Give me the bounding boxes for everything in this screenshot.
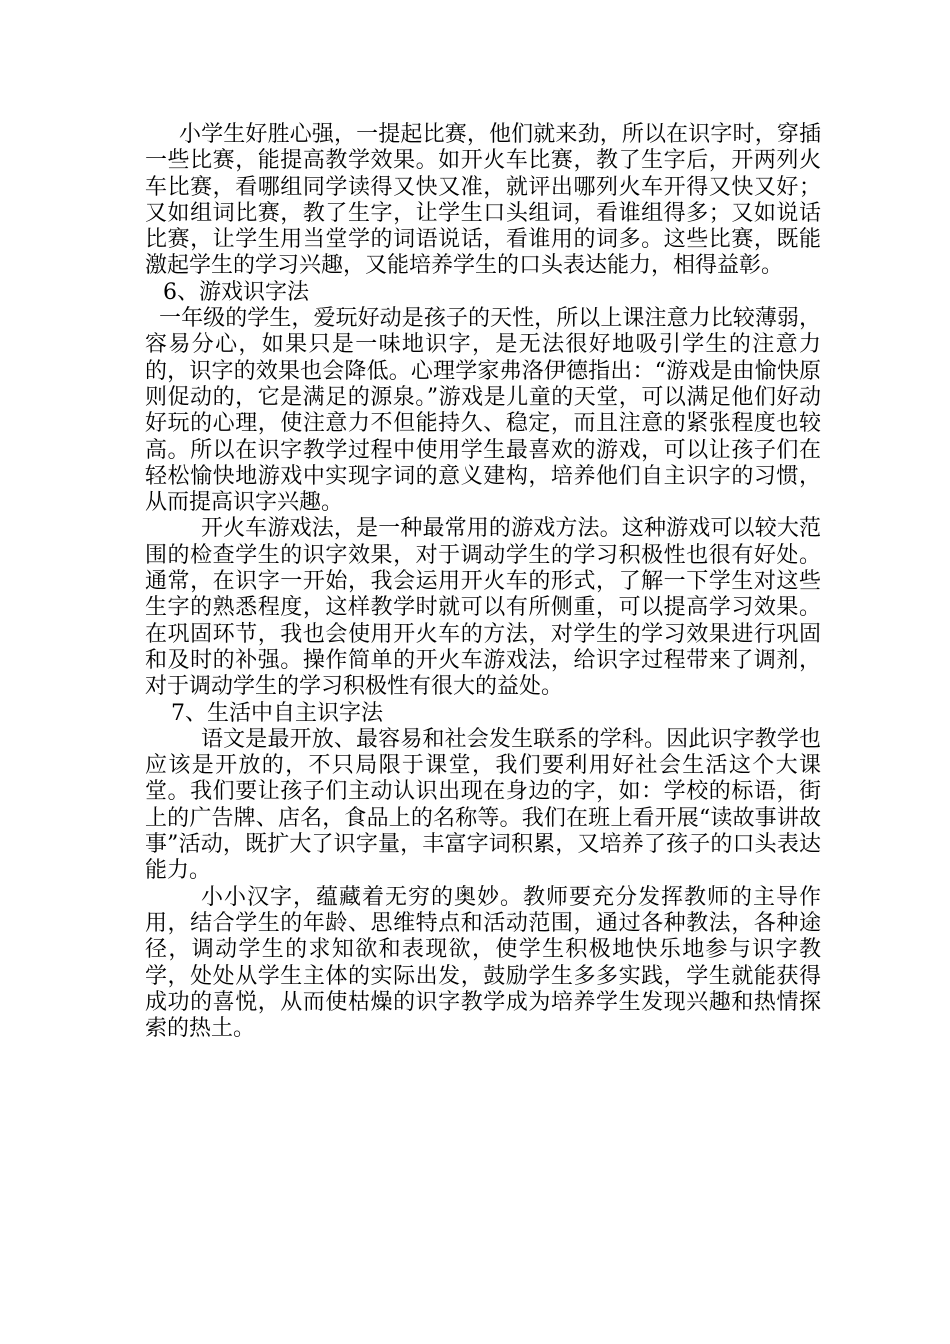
section-heading-life-literacy: 7、生活中自主识字法: [171, 700, 383, 726]
document-body: [145, 122, 821, 1042]
paragraph-game-literacy: 一年级的学生，爱玩好动是孩子的天性，所以上课注意力比较薄弱，容易分心，如果只是一味地识字，是无法很好地吸引学生的注意力的，识字的效果也会降低。心理学家弗洛伊德指出：“游戏是由愉快原则促动的，它是满足的源泉。”游戏是儿童的天堂，可以满足他们好动好玩的心理，使注意力不但能持久、稳定，而且注意的紧张程度也较高。所以在识字教学过程中使用学生最喜欢的游戏，可以让孩子们在轻松愉快地游戏中实现字词的意义建构，培养他们自主识字的习惯，从而提高识字兴趣。: [145, 306, 821, 516]
paragraph-competition-literacy: 小学生好胜心强，一提起比赛，他们就来劲，所以在识字时，穿插一些比赛，能提高教学效果。如开火车比赛，教了生字后，开两列火车比赛，看哪组同学读得又快又准，就评出哪列火车开得又快又好；又如组词比赛，教了生字，让学生口头组词，看谁组得多；又如说话比赛，让学生用当堂学的词语说话，看谁用的词多。这些比赛，既能激起学生的学习兴趣，又能培养学生的口头表达能力，相得益彰。: [145, 122, 821, 279]
paragraph-conclusion: 小小汉字，蕴藏着无穷的奥妙。教师要充分发挥教师的主导作用，结合学生的年龄、思维特点和活动范围，通过各种教法，各种途径，调动学生的求知欲和表现欲，使学生积极地快乐地参与识字教学，处处从学生主体的实际出发，鼓励学生多多实践，学生就能获得成功的喜悦，从而使枯燥的识字教学成为培养学生发现兴趣和热情探索的热土。: [145, 884, 821, 1042]
paragraph-train-game: 开火车游戏法，是一种最常用的游戏方法。这种游戏可以较大范围的检查学生的识字效果，对于调动学生的学习积极性也很有好处。通常，在识字一开始，我会运用开火车的形式，了解一下学生对这些生字的熟悉程度，这样教学时就可以有所侧重，可以提高学习效果。在巩固环节，我也会使用开火车的方法，对学生的学习效果进行巩固和及时的补强。操作简单的开火车游戏法，给识字过程带来了调剂，对于调动学生的学习积极性有很大的益处。: [145, 516, 821, 700]
paragraph-life-literacy: 语文是最开放、最容易和社会发生联系的学科。因此识字教学也应该是开放的，不只局限于课堂，我们要利用好社会生活这个大课堂。我们要让孩子们主动认识出现在身边的字，如：学校的标语，街上的广告牌、店名，食品上的名称等。我们在班上看开展“读故事讲故事”活动，既扩大了识字量，丰富字词积累，又培养了孩子的口头表达能力。: [145, 726, 821, 884]
section-heading-game-literacy: 6、游戏识字法: [163, 279, 309, 305]
